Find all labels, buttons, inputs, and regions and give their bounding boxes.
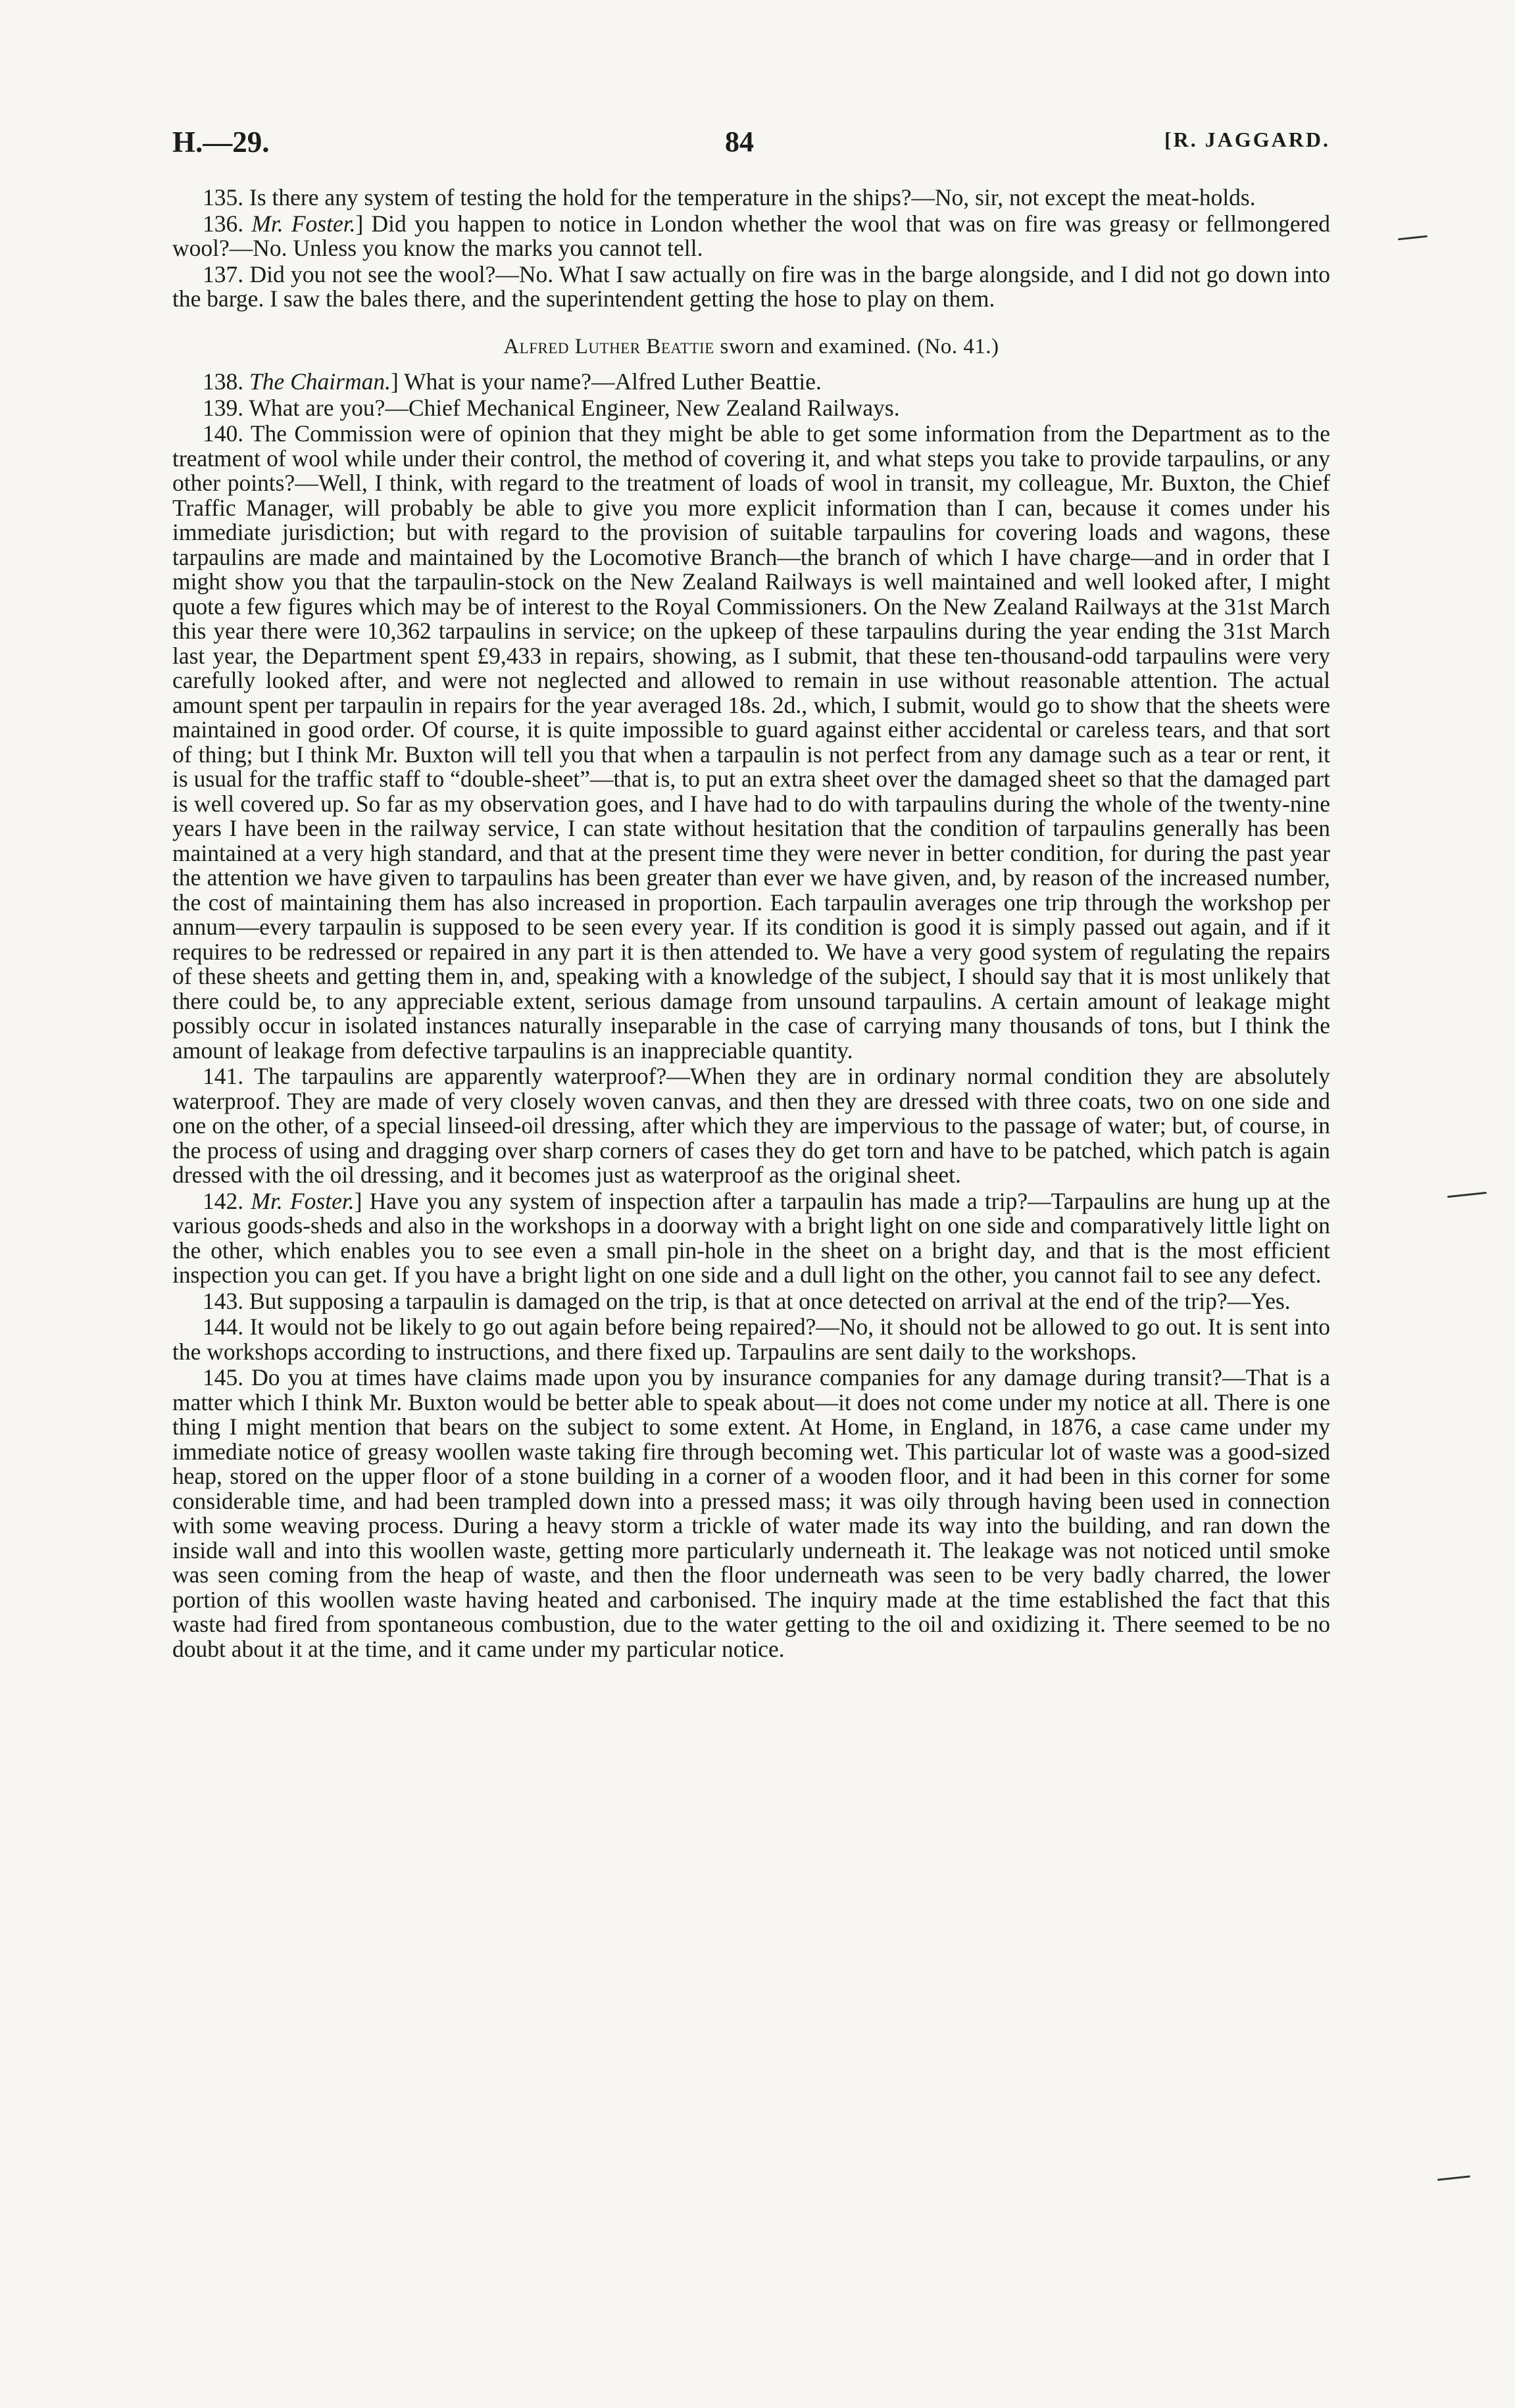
speaker-name: The Chairman. [249, 368, 391, 395]
question-paragraph [172, 185, 1330, 210]
document-reference: H.—29. [172, 126, 270, 159]
question-paragraph [172, 262, 1330, 312]
question-text: Have you any system of inspection after a tarpaulin has made a trip?—Tarpaulins are hung up at the various goods-sheds and also in the workshops in a doorway with a bright light on one side and comparatively little light on the other, which enables you to see even a small pin-hole in the sheet on a bright day, and that is the most efficient inspection you can get. If you have a bright light on one side and a dull light on the other, you cannot fail to see any defect. [172, 1187, 1331, 1288]
question-number: 144. [203, 1314, 244, 1340]
question-text: The tarpaulins are apparently waterproof?—When they are in ordinary normal condition they are absolutely waterproof. They are made of very closely woven canvas, and then they are dressed with three coats, two on one side and one on the other, of a special linseed-oil dressing, after which they are impervious to the passage of water; but, of course, in the process of using and dragging over sharp corners of cases they do get torn and have to be patched, which patch is again dressed with the oil dressing, and it becomes just as waterproof as the original sheet. [172, 1063, 1331, 1188]
question-paragraph [172, 422, 1330, 1063]
question-text: But supposing a tarpaulin is damaged on the trip, is that at once detected on arrival at the end of the trip?—Yes. [249, 1287, 1291, 1314]
body-text [172, 185, 1330, 1661]
speaker-name: Mr. Foster. [251, 1187, 355, 1214]
question-paragraph [172, 1064, 1330, 1188]
witness-heading-rest: sworn and examined. (No. 41.) [720, 334, 999, 358]
witness-name: Alfred Luther Beattie [503, 334, 714, 358]
question-text: What are you?—Chief Mechanical Engineer, New Zealand Railways. [249, 394, 900, 421]
witness-heading [172, 335, 1330, 360]
question-paragraph [172, 1315, 1330, 1364]
question-number: 139. [203, 394, 244, 421]
question-paragraph [172, 1289, 1330, 1314]
question-paragraph [172, 1365, 1330, 1661]
question-text: Is there any system of testing the hold for the temperature in the ships?—No, sir, not except the meat-holds. [249, 184, 1256, 210]
question-text: Did you happen to notice in London whether the wool that was on fire was greasy or fellmongered wool?—No. Unless you know the marks you cannot tell. [172, 210, 1331, 261]
question-paragraph: 138. The Chairman.] What is your name?—Alfred Luther Beattie. [203, 368, 822, 395]
question-number: 142. [203, 1187, 244, 1214]
question-number: 136. [203, 210, 244, 237]
question-paragraph [172, 396, 1330, 421]
question-text: It would not be likely to go out again before being repaired?—No, it should not be allowed to go out. It is sent into the workshops according to instructions, and there fixed up. Tarpaulins are sent daily to the workshops. [172, 1314, 1330, 1365]
question-number: 140. [203, 420, 244, 447]
speaker-name: Mr. Foster. [251, 210, 356, 237]
question-text: The Commission were of opinion that they might be able to get some information from the Department as to the treatment of wool while under their control, the method of covering it, and what steps you take to provide tarpaulins, or any other points?—Well, I think, with regard to the treatment of loads of wool in transit, my colleague, Mr. Buxton, the Chief Traffic Manager, will probably be able to give you more explicit information than I can, because it comes under his immediate jurisdiction; but with regard to the provision of suitable tarpaulins for covering loads and wagons, these tarpaulins are made and maintained by the Locomotive Branch—the branch of which I have charge—and in order that I might show you that the tarpaulin-stock on the New Zealand Railways is well maintained and well looked after, I might quote a few figures which may be of interest to the Royal Commissioners. On the New Zealand Railways at the 31st March this year there were 10,362 tarpaulins in service; on the upkeep of these tarpaulins during the year ending the 31st March last year, the Department spent £9,433 in repairs, showing, as I submit, that these ten-thousand-odd tarpaulins were very carefully looked after, and were not neglected and allowed to remain in use without reasonable attention. The actual amount spent per tarpaulin in repairs for the year averaged 18s. 2d., which, I submit, would go to show that the sheets were maintained in good order. Of course, it is quite impossible to guard against either accidental or careless tears, and that sort of thing; but I think Mr. Buxton will tell you that when a tarpaulin is not perfect from any damage such as a tear or rent, it is usual for the traffic staff to “double-sheet”—that is, to put an extra sheet over the damaged sheet so that the damaged part is well covered up. So far as my observation goes, and I have had to do with tarpaulins during the whole of the twenty-nine years I have been in the railway service, I can state without hesitation that the condition of tarpaulins generally has been maintained at a very high standard, and that at the present time they were never in better condition, for during the past year the attention we have given to tarpaulins has been greater than ever we have given, and, by reason of the increased number, the cost of maintaining them has also increased in proportion. Each tarpaulin averages one trip through the workshop per annum—every tarpaulin is supposed to be seen every year. If its condition is good it is simply passed out again, and if it requires to be redressed or repaired in any part it is then attended to. We have a very good system of regulating the repairs of these sheets and getting them in, and, speaking with a knowledge of the subject, I should say that it is most unlikely that there could be, to any appreciable extent, serious damage from unsound tarpaulins. A certain amount of leakage might possibly occur in isolated instances naturally inseparable in the case of carrying many thousands of tons, but I think the amount of leakage from defective tarpaulins is an inappreciable quantity. [172, 420, 1330, 1064]
question-text: Did you not see the wool?—No. What I saw actually on fire was in the barge alongside, and I did not go down into the barge. I saw the bales there, and the superintendent getting the hose to play on them. [172, 260, 1331, 312]
question-paragraph: 136. Mr. Foster.] Did you happen to notice in London whether the wool that was on fire was greasy or fellmongered wool?—No. Unless you know the marks you cannot tell. [172, 210, 1331, 261]
question-number: 145. [203, 1364, 244, 1390]
question-number: 138. [203, 368, 244, 395]
question-text: What is your name?—Alfred Luther Beattie. [404, 368, 822, 395]
question-number: 135. [203, 184, 244, 210]
margin-pencil-mark [1447, 1192, 1487, 1198]
question-paragraph: 142. Mr. Foster.] Have you any system of inspection after a tarpaulin has made a trip?—Tarpaulins are hung up at the various goods-sheds and also in the workshops in a doorway with a bright light on one side and comparatively little light on the other, which enables you to see even a small pin-hole in the sheet on a bright day, and that is the most efficient inspection you can get. If you have a bright light on one side and a dull light on the other, you cannot fail to see any defect. [172, 1187, 1331, 1288]
question-text: Do you at times have claims made upon you by insurance companies for any damage during transit?—That is a matter which I think Mr. Buxton would be better able to speak about—it does not come under my notice at all. There is one thing I might mention that bears on the subject to some extent. At Home, in England, in 1876, a case came under my immediate notice of greasy woollen waste taking fire through becoming wet. This particular lot of waste was a good-sized heap, stored on the upper floor of a stone building in a corner of a wooden floor, and it had been in this corner for some considerable time, and had been trampled down into a pressed mass; it was oily through having been used in connection with some weaving process. During a heavy storm a trickle of water made its way into the building, and ran down the inside wall and into this woollen waste, getting more particularly underneath it. The leakage was not noticed until smoke was seen coming from the heap of waste, and then the floor underneath was seen to be very badly charred, the lower portion of this woollen waste having heated and carbonised. The inquiry made at the time established the fact that this waste had fired from spontaneous combustion, due to the water getting to the oil and oxidizing it. There seemed to be no doubt about it at the time, and it came under my particular notice. [172, 1364, 1330, 1662]
running-head [172, 125, 1330, 171]
witness-reference: [R. JAGGARD. [1164, 128, 1330, 151]
question-number: 137. [203, 260, 244, 287]
margin-pencil-mark [1398, 235, 1428, 241]
page-number: 84 [725, 126, 754, 158]
question-number: 141. [203, 1063, 244, 1089]
margin-pencil-mark [1437, 2175, 1470, 2180]
question-number: 143. [203, 1287, 244, 1314]
